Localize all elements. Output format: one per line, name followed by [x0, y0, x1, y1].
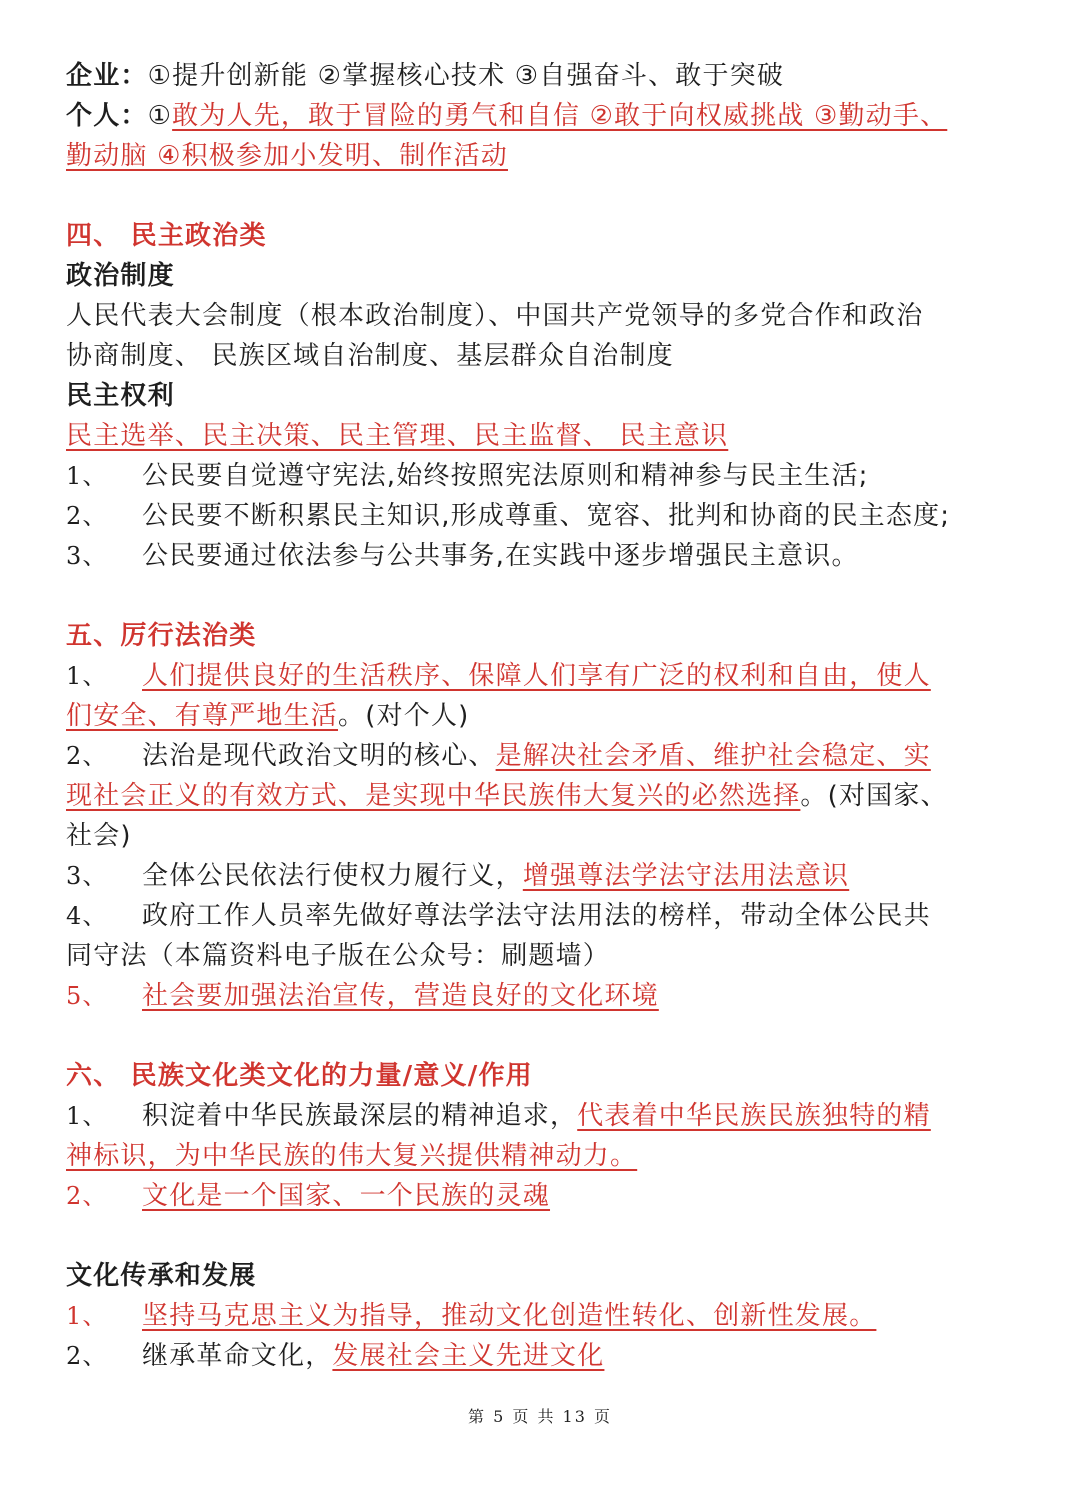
enterprise-line	[66, 56, 1026, 96]
rule-of-law-item-2-tail-2: 社会)	[66, 821, 132, 851]
list-item-number: 5、	[66, 982, 108, 1010]
list-item	[66, 456, 1026, 496]
democratic-rights-red-text: 民主选举、民主决策、民主管理、民主监督、 民主意识	[66, 421, 729, 451]
culture-inheritance-item-2-black: 继承革命文化，	[142, 1341, 333, 1371]
rule-of-law-item-2-line-3	[66, 816, 1026, 856]
rule-of-law-item-4-text-2: 同守法（本篇资料电子版在公众号：刷题墙）	[66, 941, 611, 971]
politics-system-line-1: 人民代表大会制度（根本政治制度）、中国共产党领导的多党合作和政治	[66, 301, 924, 331]
politics-system-title: 政治制度	[66, 261, 175, 291]
list-item	[66, 496, 1026, 536]
culture-power-item-2	[66, 1176, 1026, 1216]
culture-power-item-1-line-2	[66, 1136, 1026, 1176]
culture-power-item-1-red-2: 神标识，为中华民族的伟大复兴提供精神动力。	[66, 1141, 638, 1171]
list-item-text: 公民要不断积累民主知识,形成尊重、宽容、批判和协商的民主态度;	[142, 501, 951, 531]
list-item-text: 公民要通过依法参与公共事务,在实践中逐步增强民主意识。	[142, 541, 859, 571]
rule-of-law-item-1-red-1: 人们提供良好的生活秩序、保障人们享有广泛的权利和自由，使人	[142, 661, 931, 691]
personal-red-text-2: 勤动脑 ④积极参加小发明、制作活动	[66, 141, 508, 171]
culture-inheritance-title: 文化传承和发展	[66, 1261, 257, 1291]
politics-system-line-2: 协商制度、 民族区域自治制度、基层群众自治制度	[66, 341, 674, 371]
section-5-heading: 五、厉行法治类	[66, 621, 257, 651]
rule-of-law-item-3	[66, 856, 1026, 896]
list-item-number: 3、	[66, 862, 108, 890]
enterprise-label: 企业：	[66, 61, 148, 91]
personal-line-2	[66, 136, 1026, 176]
culture-power-item-1-line-1	[66, 1096, 1026, 1136]
rule-of-law-item-2-black: 法治是现代政治文明的核心、	[142, 741, 496, 771]
section-6-heading: 六、 民族文化类文化的力量/意义/作用	[66, 1061, 533, 1091]
rule-of-law-item-4-line-2	[66, 936, 1026, 976]
list-item-number: 2、	[66, 502, 108, 530]
list-item-number: 1、	[66, 662, 108, 690]
culture-power-item-2-red: 文化是一个国家、一个民族的灵魂	[142, 1181, 551, 1211]
rule-of-law-item-4-line-1	[66, 896, 1026, 936]
democratic-rights-red-line	[66, 416, 1026, 456]
list-item-number: 1、	[66, 1102, 108, 1130]
personal-red-text-1: 敢为人先，敢于冒险的勇气和自信 ②敢于向权威挑战 ③勤动手、	[172, 101, 948, 131]
enterprise-text: ①提升创新能 ②掌握核心技术 ③自强奋斗、敢于突破	[147, 61, 785, 91]
culture-power-item-1-red-1: 代表着中华民族民族独特的精	[577, 1101, 931, 1131]
rule-of-law-item-5-red: 社会要加强法治宣传，营造良好的文化环境	[142, 981, 659, 1011]
list-item-number: 1、	[66, 1302, 108, 1330]
rule-of-law-item-2-line-1	[66, 736, 1026, 776]
list-item-number: 1、	[66, 462, 108, 490]
list-item	[66, 536, 1026, 576]
personal-line-1	[66, 96, 1026, 136]
rule-of-law-item-2-red-2: 现社会正义的有效方式、是实现中华民族伟大复兴的必然选择	[66, 781, 801, 811]
list-item-number: 3、	[66, 542, 108, 570]
rule-of-law-item-1-red-2: 们安全、有尊严地生活	[66, 701, 339, 731]
culture-inheritance-item-2	[66, 1336, 1026, 1376]
culture-inheritance-item-1-red: 坚持马克思主义为指导，推动文化创造性转化、创新性发展。	[142, 1301, 877, 1331]
rule-of-law-item-2-red-1: 是解决社会矛盾、维护社会稳定、实	[495, 741, 931, 771]
rule-of-law-item-1-line-2	[66, 696, 1026, 736]
rule-of-law-item-2-line-2	[66, 776, 1026, 816]
culture-inheritance-item-2-red: 发展社会主义先进文化	[332, 1341, 605, 1371]
list-item-number: 2、	[66, 1182, 108, 1210]
list-item-number: 2、	[66, 1342, 108, 1370]
democratic-rights-title: 民主权利	[66, 381, 175, 411]
rule-of-law-item-5	[66, 976, 1026, 1016]
list-item-number: 2、	[66, 742, 108, 770]
page-number-footer: 第 5 页 共 13 页	[468, 1407, 612, 1426]
document-page	[66, 56, 1026, 1376]
rule-of-law-item-2-tail-1: 。(对国家、	[800, 781, 948, 811]
rule-of-law-item-1-tail: 。(对个人)	[338, 701, 470, 731]
rule-of-law-item-3-black: 全体公民依法行使权力履行义，	[142, 861, 523, 891]
personal-label: 个人：	[66, 101, 148, 131]
section-4-heading: 四、 民主政治类	[66, 221, 267, 251]
personal-prefix: ①	[147, 101, 173, 131]
rule-of-law-item-1-line-1	[66, 656, 1026, 696]
list-item-text: 公民要自觉遵守宪法,始终按照宪法原则和精神参与民主生活;	[142, 461, 869, 491]
rule-of-law-item-3-red: 增强尊法学法守法用法意识	[522, 861, 850, 891]
rule-of-law-item-4-text-1: 政府工作人员率先做好尊法学法守法用法的榜样，带动全体公民共	[142, 901, 931, 931]
culture-inheritance-item-1	[66, 1296, 1026, 1336]
list-item-number: 4、	[66, 902, 108, 930]
culture-power-item-1-black: 积淀着中华民族最深层的精神追求，	[142, 1101, 578, 1131]
